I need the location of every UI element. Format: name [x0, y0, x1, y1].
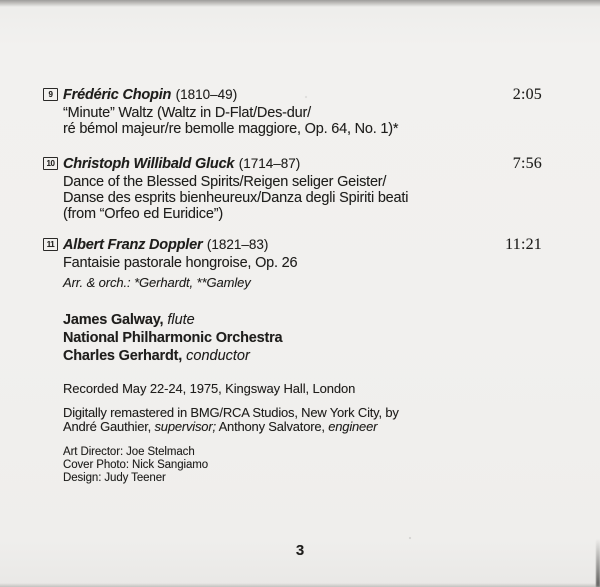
track-duration: 7:56 — [512, 155, 542, 172]
artist-name: Charles Gerhardt, — [63, 348, 183, 364]
track-title-line: ré bémol majeur/re bemolle maggiore, Op. 64, No. 1)* — [63, 121, 399, 137]
track-title-line: Danse des esprits bienheureux/Danza degli Spiriti beati — [63, 190, 409, 206]
remaster-name: André Gauthier, — [63, 418, 152, 434]
track-number-box: 11 — [43, 238, 58, 251]
track-number-box: 9 — [43, 88, 58, 101]
scan-edge-artifact-bottom — [0, 583, 600, 587]
track-title-line: Dance of the Blessed Spirits/Reigen seliger Geister/ — [63, 174, 387, 190]
scan-edge-artifact-corner — [596, 539, 600, 587]
composer-dates: (1821–83) — [206, 237, 269, 252]
track-number-box: 10 — [43, 157, 58, 170]
artist-role: conductor — [186, 348, 250, 364]
track-title-line: (from “Orfeo ed Euridice”) — [63, 206, 223, 222]
credit-line: Cover Photo: Nick Sangiamo — [63, 459, 209, 471]
production-credits — [43, 446, 542, 485]
track-list-content — [43, 86, 542, 485]
artist-line — [63, 329, 542, 347]
credit-line: Design: Judy Teener — [63, 472, 166, 484]
arrangement-note: Arr. & orch.: *Gerhardt, **Gamley — [63, 275, 251, 290]
track-title-line: Fantaisie pastorale hongroise, Op. 26 — [63, 255, 298, 271]
remaster-note — [43, 406, 542, 433]
page-number: 3 — [295, 542, 305, 559]
artist-name: National Philharmonic Orchestra — [63, 330, 283, 346]
composer-name: Christoph Willibald Gluck — [63, 156, 235, 172]
composer-name: Frédéric Chopin — [63, 87, 172, 103]
track-duration: 2:05 — [512, 86, 542, 103]
track-header — [43, 155, 542, 173]
remaster-line: Digitally remastered in BMG/RCA Studios, New York City, by — [63, 405, 399, 420]
artist-credits — [43, 311, 542, 365]
composer-dates: (1810–49) — [175, 87, 238, 102]
remaster-line — [63, 420, 542, 434]
credit-line: Art Director: Joe Stelmach — [63, 446, 195, 458]
track-duration: 11:21 — [505, 236, 542, 253]
composer-dates: (1714–87) — [238, 156, 301, 171]
track-entry — [43, 155, 542, 222]
track-entry — [43, 236, 542, 271]
composer-name: Albert Franz Doppler — [63, 237, 203, 253]
remaster-name: Anthony Salvatore, — [218, 418, 325, 434]
remaster-role: supervisor; — [154, 418, 216, 434]
remaster-role: engineer — [328, 418, 378, 434]
recording-note: Recorded May 22-24, 1975, Kingsway Hall, London — [63, 381, 356, 396]
track-header — [43, 236, 542, 254]
artist-line — [63, 347, 542, 365]
track-entry — [43, 86, 542, 137]
artist-name: James Galway, — [63, 312, 164, 328]
scan-edge-artifact-top — [0, 0, 600, 7]
artist-line — [63, 311, 542, 329]
artist-role: flute — [167, 312, 195, 328]
track-title-line: “Minute” Waltz (Waltz in D-Flat/Des-dur/ — [63, 105, 311, 121]
track-header — [43, 86, 542, 104]
